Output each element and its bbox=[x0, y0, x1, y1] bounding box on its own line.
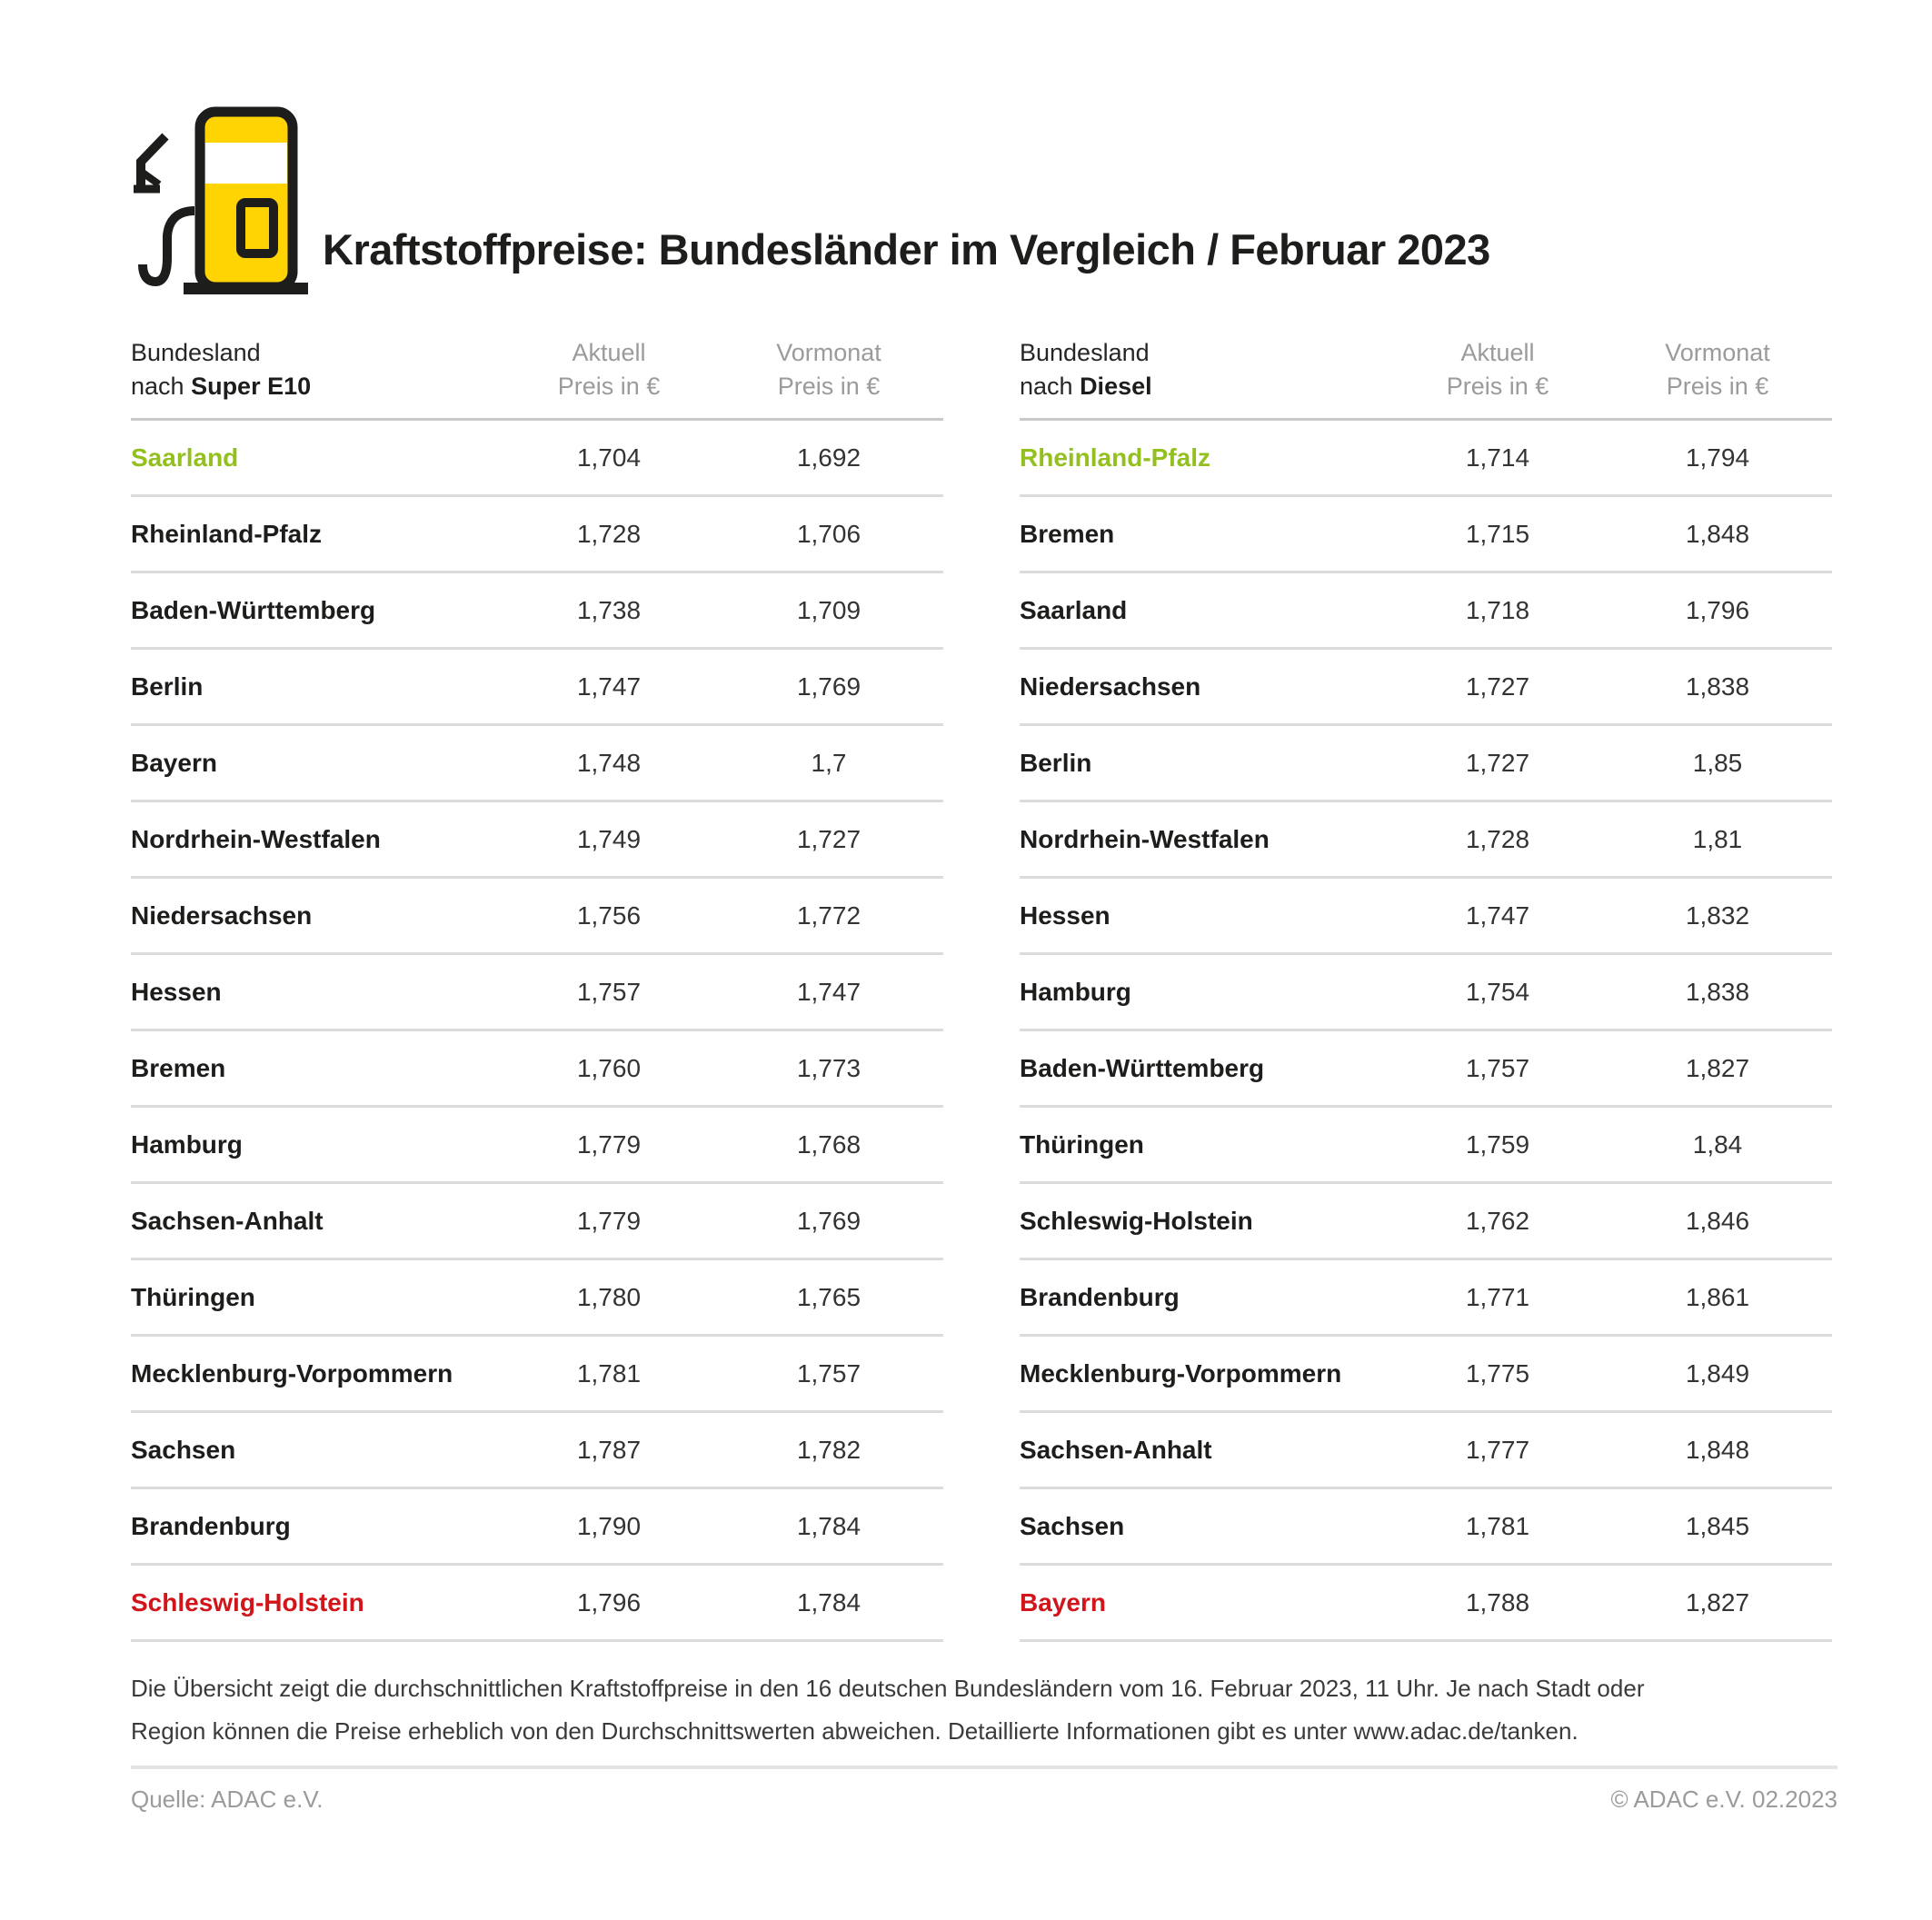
previous-price: 1,846 bbox=[1685, 1206, 1750, 1235]
table-row bbox=[131, 879, 943, 955]
state-name: Hamburg bbox=[131, 1129, 243, 1159]
state-header-prefix: nach bbox=[131, 373, 192, 400]
table-header bbox=[131, 336, 943, 421]
previous-price: 1,727 bbox=[796, 824, 861, 853]
current-price: 1,760 bbox=[576, 1053, 642, 1082]
state-name: Thüringen bbox=[1020, 1129, 1144, 1159]
table-row bbox=[1020, 879, 1832, 955]
current-price: 1,777 bbox=[1465, 1435, 1530, 1464]
footer bbox=[131, 1786, 1837, 1814]
previous-price: 1,861 bbox=[1685, 1282, 1750, 1311]
table-row bbox=[1020, 802, 1832, 879]
current-price: 1,779 bbox=[576, 1206, 642, 1235]
table-row bbox=[131, 802, 943, 879]
previous-price: 1,769 bbox=[796, 1206, 861, 1235]
table-row bbox=[1020, 1566, 1832, 1642]
state-name: Baden-Württemberg bbox=[1020, 1053, 1265, 1082]
previous-price: 1,81 bbox=[1692, 824, 1743, 853]
table-row bbox=[1020, 573, 1832, 650]
previous-header-line2: Preis in € bbox=[777, 373, 881, 400]
copyright-label: © ADAC e.V. 02.2023 bbox=[1610, 1786, 1837, 1813]
table-row bbox=[131, 1337, 943, 1413]
previous-price: 1,7 bbox=[811, 748, 847, 777]
state-name: Bayern bbox=[1020, 1587, 1106, 1617]
current-header-line2: Preis in € bbox=[557, 373, 661, 400]
table-row bbox=[131, 1031, 943, 1108]
table-row bbox=[131, 1108, 943, 1184]
current-price: 1,704 bbox=[576, 443, 642, 472]
pump-display bbox=[241, 203, 274, 254]
state-name: Baden-Württemberg bbox=[131, 595, 376, 624]
table-row bbox=[1020, 1184, 1832, 1260]
table-row bbox=[131, 650, 943, 726]
previous-price: 1,757 bbox=[796, 1358, 861, 1388]
current-price: 1,781 bbox=[1465, 1511, 1530, 1540]
table-row bbox=[1020, 497, 1832, 573]
state-name: Rheinland-Pfalz bbox=[131, 519, 323, 548]
previous-column-header bbox=[719, 336, 939, 403]
state-header-line1: Bundesland bbox=[131, 339, 261, 366]
state-name: Hessen bbox=[131, 977, 222, 1006]
current-price: 1,762 bbox=[1465, 1206, 1530, 1235]
price-table bbox=[1020, 336, 1832, 1642]
previous-price: 1,706 bbox=[796, 519, 861, 548]
footnote-text: Die Übersicht zeigt die durchschnittlichen Kraftstoffpreise in den 16 deutschen Bundesländern vom 16. Februar 2023, 11 Uhr. Je nach Stadt oder Region können die Preise erheblich von den Durchschnittswerten abweichen. Detaillierte Informationen gibt es unter www.adac.de/tanken. bbox=[131, 1675, 1645, 1745]
table-row bbox=[131, 1566, 943, 1642]
state-name: Brandenburg bbox=[1020, 1282, 1180, 1311]
state-name: Sachsen bbox=[1020, 1511, 1125, 1540]
current-price: 1,779 bbox=[576, 1129, 642, 1159]
current-header-line1: Aktuell bbox=[572, 339, 646, 366]
previous-price: 1,827 bbox=[1685, 1053, 1750, 1082]
current-header-line1: Aktuell bbox=[1460, 339, 1535, 366]
current-price: 1,715 bbox=[1465, 519, 1530, 548]
state-name: Schleswig-Holstein bbox=[131, 1587, 364, 1617]
table-row bbox=[131, 1413, 943, 1489]
current-price: 1,727 bbox=[1465, 672, 1530, 701]
current-price: 1,790 bbox=[576, 1511, 642, 1540]
state-header-line2 bbox=[1020, 370, 1388, 403]
state-name: Saarland bbox=[1020, 595, 1128, 624]
state-column-header bbox=[131, 336, 499, 403]
current-column-header bbox=[1388, 336, 1608, 403]
previous-header-line1: Vormonat bbox=[776, 339, 881, 366]
previous-price: 1,848 bbox=[1685, 1435, 1750, 1464]
state-name: Mecklenburg-Vorpommern bbox=[1020, 1358, 1342, 1388]
state-name: Saarland bbox=[131, 443, 239, 472]
current-price: 1,788 bbox=[1465, 1587, 1530, 1617]
state-name: Bayern bbox=[131, 748, 217, 777]
table-row bbox=[131, 1260, 943, 1337]
previous-price: 1,832 bbox=[1685, 900, 1750, 930]
previous-price: 1,784 bbox=[796, 1587, 861, 1617]
table-row bbox=[131, 421, 943, 497]
table-row bbox=[1020, 1337, 1832, 1413]
state-name: Sachsen bbox=[131, 1435, 236, 1464]
state-name: Berlin bbox=[1020, 748, 1092, 777]
current-price: 1,780 bbox=[576, 1282, 642, 1311]
state-name: Niedersachsen bbox=[1020, 672, 1201, 701]
table-row bbox=[131, 573, 943, 650]
footer-divider bbox=[131, 1766, 1837, 1769]
table-row bbox=[131, 497, 943, 573]
previous-price: 1,784 bbox=[796, 1511, 861, 1540]
state-name: Sachsen-Anhalt bbox=[1020, 1435, 1212, 1464]
current-header-line2: Preis in € bbox=[1446, 373, 1549, 400]
current-price: 1,757 bbox=[576, 977, 642, 1006]
table-row bbox=[1020, 726, 1832, 802]
current-column-header bbox=[499, 336, 719, 403]
previous-price: 1,747 bbox=[796, 977, 861, 1006]
pump-white-band bbox=[205, 143, 287, 184]
state-name: Sachsen-Anhalt bbox=[131, 1206, 324, 1235]
current-price: 1,749 bbox=[576, 824, 642, 853]
current-price: 1,781 bbox=[576, 1358, 642, 1388]
previous-price: 1,84 bbox=[1692, 1129, 1743, 1159]
header bbox=[131, 100, 1837, 300]
previous-price: 1,845 bbox=[1685, 1511, 1750, 1540]
table-row bbox=[1020, 955, 1832, 1031]
previous-price: 1,782 bbox=[796, 1435, 861, 1464]
current-price: 1,787 bbox=[576, 1435, 642, 1464]
current-price: 1,727 bbox=[1465, 748, 1530, 777]
current-price: 1,738 bbox=[576, 595, 642, 624]
state-name: Bremen bbox=[1020, 519, 1115, 548]
previous-price: 1,765 bbox=[796, 1282, 861, 1311]
current-price: 1,748 bbox=[576, 748, 642, 777]
current-price: 1,756 bbox=[576, 900, 642, 930]
previous-price: 1,85 bbox=[1692, 748, 1743, 777]
table-body bbox=[1020, 421, 1832, 1642]
table-row bbox=[1020, 421, 1832, 497]
state-name: Nordrhein-Westfalen bbox=[131, 824, 381, 853]
state-header-line2 bbox=[131, 370, 499, 403]
page-title: Kraftstoffpreise: Bundesländer im Vergleich / Februar 2023 bbox=[323, 225, 1490, 274]
fuel-pump-icon bbox=[131, 100, 317, 300]
state-column-header bbox=[1020, 336, 1388, 403]
previous-header-line1: Vormonat bbox=[1665, 339, 1770, 366]
previous-price: 1,692 bbox=[796, 443, 861, 472]
previous-header-line2: Preis in € bbox=[1666, 373, 1769, 400]
state-header-line1: Bundesland bbox=[1020, 339, 1150, 366]
table-row bbox=[1020, 1489, 1832, 1566]
table-row bbox=[131, 1489, 943, 1566]
current-price: 1,747 bbox=[576, 672, 642, 701]
state-name: Hamburg bbox=[1020, 977, 1131, 1006]
previous-price: 1,838 bbox=[1685, 977, 1750, 1006]
current-price: 1,759 bbox=[1465, 1129, 1530, 1159]
previous-price: 1,773 bbox=[796, 1053, 861, 1082]
table-row bbox=[131, 726, 943, 802]
table-header bbox=[1020, 336, 1832, 421]
table-row bbox=[131, 955, 943, 1031]
state-name: Thüringen bbox=[131, 1282, 255, 1311]
previous-price: 1,848 bbox=[1685, 519, 1750, 548]
current-price: 1,718 bbox=[1465, 595, 1530, 624]
current-price: 1,728 bbox=[576, 519, 642, 548]
state-name: Mecklenburg-Vorpommern bbox=[131, 1358, 453, 1388]
state-name: Brandenburg bbox=[131, 1511, 291, 1540]
price-table bbox=[131, 336, 943, 1642]
current-price: 1,771 bbox=[1465, 1282, 1530, 1311]
table-row bbox=[1020, 1413, 1832, 1489]
previous-price: 1,709 bbox=[796, 595, 861, 624]
previous-price: 1,772 bbox=[796, 900, 861, 930]
table-row bbox=[1020, 1031, 1832, 1108]
previous-column-header bbox=[1608, 336, 1827, 403]
table-row bbox=[1020, 1108, 1832, 1184]
current-price: 1,728 bbox=[1465, 824, 1530, 853]
tables-region bbox=[131, 336, 1837, 1642]
state-name: Niedersachsen bbox=[131, 900, 313, 930]
table-row bbox=[1020, 1260, 1832, 1337]
table-row bbox=[131, 1184, 943, 1260]
table-body bbox=[131, 421, 943, 1642]
previous-price: 1,849 bbox=[1685, 1358, 1750, 1388]
state-name: Berlin bbox=[131, 672, 204, 701]
current-price: 1,757 bbox=[1465, 1053, 1530, 1082]
current-price: 1,754 bbox=[1465, 977, 1530, 1006]
state-header-prefix: nach bbox=[1020, 373, 1081, 400]
source-label: Quelle: ADAC e.V. bbox=[131, 1786, 324, 1813]
state-name: Bremen bbox=[131, 1053, 226, 1082]
previous-price: 1,827 bbox=[1685, 1587, 1750, 1617]
current-price: 1,775 bbox=[1465, 1358, 1530, 1388]
previous-price: 1,769 bbox=[796, 672, 861, 701]
previous-price: 1,794 bbox=[1685, 443, 1750, 472]
state-name: Schleswig-Holstein bbox=[1020, 1206, 1253, 1235]
current-price: 1,747 bbox=[1465, 900, 1530, 930]
fuel-type-label: Diesel bbox=[1080, 373, 1152, 400]
state-name: Nordrhein-Westfalen bbox=[1020, 824, 1270, 853]
previous-price: 1,768 bbox=[796, 1129, 861, 1159]
state-name: Hessen bbox=[1020, 900, 1110, 930]
pump-hose bbox=[143, 211, 194, 282]
state-name: Rheinland-Pfalz bbox=[1020, 443, 1211, 472]
fuel-type-label: Super E10 bbox=[191, 373, 312, 400]
current-price: 1,714 bbox=[1465, 443, 1530, 472]
table-row bbox=[1020, 650, 1832, 726]
current-price: 1,796 bbox=[576, 1587, 642, 1617]
previous-price: 1,838 bbox=[1685, 672, 1750, 701]
previous-price: 1,796 bbox=[1685, 595, 1750, 624]
